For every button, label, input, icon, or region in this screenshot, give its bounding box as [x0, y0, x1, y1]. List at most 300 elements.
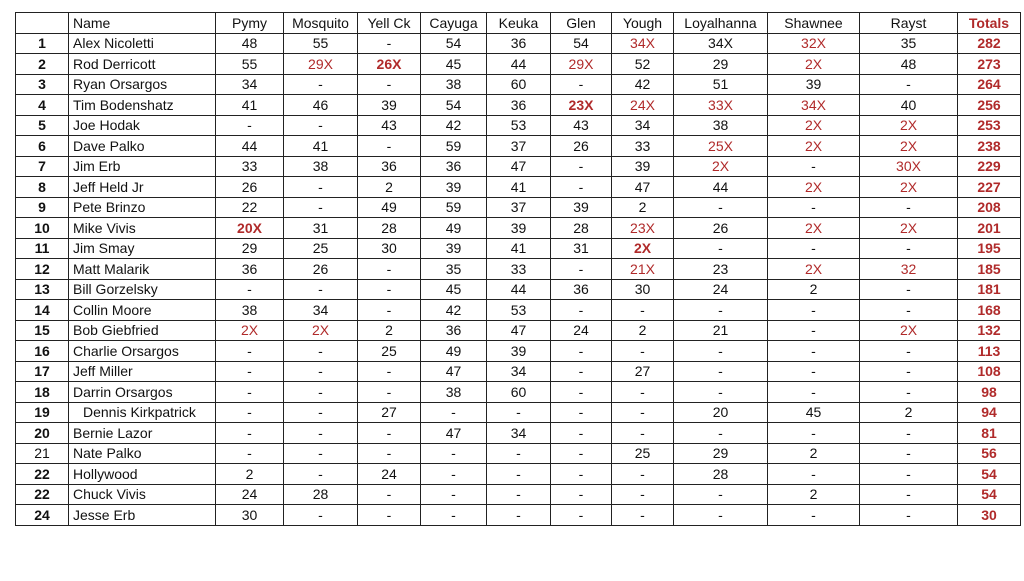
score-cell: -	[284, 382, 358, 403]
score-cell: 36	[487, 33, 551, 54]
table-row	[16, 54, 1021, 75]
table-row	[16, 505, 1021, 526]
score-cell: -	[487, 505, 551, 526]
total-cell: 30	[958, 505, 1021, 526]
score-cell: -	[551, 361, 612, 382]
score-cell: -	[551, 300, 612, 321]
score-cell: -	[768, 320, 860, 341]
header-pymy: Pymy	[216, 13, 284, 34]
total-cell: 113	[958, 341, 1021, 362]
score-cell: 29X	[551, 54, 612, 75]
score-cell: -	[284, 74, 358, 95]
score-cell: -	[860, 505, 958, 526]
rank-cell: 20	[16, 423, 69, 444]
name-cell: Jeff Held Jr	[69, 177, 216, 198]
score-cell: -	[284, 341, 358, 362]
score-cell: -	[216, 115, 284, 136]
score-cell: -	[216, 382, 284, 403]
score-cell: 33	[612, 136, 674, 157]
score-cell: -	[860, 341, 958, 362]
score-cell: 22	[216, 197, 284, 218]
table-row	[16, 197, 1021, 218]
score-cell: -	[551, 74, 612, 95]
name-cell: Bob Giebfried	[69, 320, 216, 341]
score-cell: -	[612, 382, 674, 403]
score-cell: -	[674, 361, 768, 382]
score-cell: 2	[358, 177, 421, 198]
score-cell: 21	[674, 320, 768, 341]
score-cell: -	[487, 402, 551, 423]
score-cell: 35	[421, 259, 487, 280]
rank-cell: 22	[16, 484, 69, 505]
score-cell: 39	[358, 95, 421, 116]
table-row	[16, 464, 1021, 485]
table-row	[16, 443, 1021, 464]
score-cell: 2	[860, 402, 958, 423]
score-cell: 37	[487, 136, 551, 157]
score-cell: -	[674, 382, 768, 403]
header-yell-ck: Yell Ck	[358, 13, 421, 34]
total-cell: 229	[958, 156, 1021, 177]
score-cell: 37	[487, 197, 551, 218]
score-cell: 32	[860, 259, 958, 280]
score-cell: -	[612, 464, 674, 485]
score-cell: 59	[421, 197, 487, 218]
total-cell: 208	[958, 197, 1021, 218]
score-cell: -	[551, 443, 612, 464]
score-cell: 2	[612, 320, 674, 341]
score-cell: -	[551, 464, 612, 485]
header-glen: Glen	[551, 13, 612, 34]
table-row	[16, 156, 1021, 177]
score-cell: 34	[284, 300, 358, 321]
score-cell: -	[284, 279, 358, 300]
name-cell: Darrin Orsargos	[69, 382, 216, 403]
score-cell: -	[674, 423, 768, 444]
table-row	[16, 300, 1021, 321]
score-cell: 33	[216, 156, 284, 177]
score-cell: 30X	[860, 156, 958, 177]
score-cell: 38	[421, 382, 487, 403]
total-cell: 81	[958, 423, 1021, 444]
score-cell: 36	[551, 279, 612, 300]
score-cell: 34	[487, 423, 551, 444]
header-name: Name	[69, 13, 216, 34]
score-cell: 2X	[216, 320, 284, 341]
score-cell: -	[421, 484, 487, 505]
score-cell: -	[674, 238, 768, 259]
score-cell: 2X	[860, 320, 958, 341]
score-cell: 48	[216, 33, 284, 54]
score-cell: 41	[487, 177, 551, 198]
score-cell: 36	[358, 156, 421, 177]
score-cell: 23X	[551, 95, 612, 116]
score-cell: 39	[551, 197, 612, 218]
score-cell: 30	[612, 279, 674, 300]
score-cell: 36	[216, 259, 284, 280]
score-cell: 31	[284, 218, 358, 239]
score-cell: 45	[421, 54, 487, 75]
score-cell: 44	[674, 177, 768, 198]
score-cell: -	[487, 443, 551, 464]
score-cell: -	[284, 177, 358, 198]
total-cell: 181	[958, 279, 1021, 300]
score-cell: 20X	[216, 218, 284, 239]
score-cell: 2X	[860, 177, 958, 198]
score-cell: -	[674, 197, 768, 218]
header-totals: Totals	[958, 13, 1021, 34]
score-cell: 29X	[284, 54, 358, 75]
score-cell: -	[612, 402, 674, 423]
score-cell: 26	[284, 259, 358, 280]
score-cell: 29	[216, 238, 284, 259]
score-cell: 20	[674, 402, 768, 423]
score-cell: 2X	[284, 320, 358, 341]
score-cell: 26	[674, 218, 768, 239]
score-cell: 30	[216, 505, 284, 526]
score-cell: 46	[284, 95, 358, 116]
score-cell: 48	[860, 54, 958, 75]
score-cell: -	[487, 464, 551, 485]
score-cell: 2	[768, 484, 860, 505]
name-cell: Nate Palko	[69, 443, 216, 464]
rank-cell: 21	[16, 443, 69, 464]
score-cell: 24	[216, 484, 284, 505]
score-cell: -	[551, 259, 612, 280]
name-cell: Jesse Erb	[69, 505, 216, 526]
score-cell: 24	[551, 320, 612, 341]
score-cell: -	[860, 74, 958, 95]
score-cell: 40	[860, 95, 958, 116]
table-row	[16, 279, 1021, 300]
score-cell: 54	[421, 95, 487, 116]
score-cell: -	[768, 382, 860, 403]
score-cell: 2X	[860, 115, 958, 136]
score-cell: 54	[421, 33, 487, 54]
score-cell: 60	[487, 382, 551, 403]
score-cell: 2	[768, 443, 860, 464]
score-cell: -	[674, 300, 768, 321]
score-cell: 49	[421, 341, 487, 362]
score-cell: -	[860, 484, 958, 505]
score-cell: 26	[216, 177, 284, 198]
score-cell: -	[358, 361, 421, 382]
rank-cell: 5	[16, 115, 69, 136]
score-cell: 34X	[768, 95, 860, 116]
name-cell: Matt Malarik	[69, 259, 216, 280]
score-cell: -	[284, 443, 358, 464]
score-cell: 41	[487, 238, 551, 259]
score-cell: 29	[674, 443, 768, 464]
score-cell: 2X	[612, 238, 674, 259]
score-cell: 38	[216, 300, 284, 321]
score-cell: 2	[768, 279, 860, 300]
score-cell: 47	[487, 320, 551, 341]
score-cell: 28	[674, 464, 768, 485]
score-cell: 2X	[768, 54, 860, 75]
total-cell: 256	[958, 95, 1021, 116]
score-cell: -	[284, 505, 358, 526]
score-cell: 44	[216, 136, 284, 157]
total-cell: 195	[958, 238, 1021, 259]
score-cell: 36	[421, 320, 487, 341]
score-cell: 2X	[860, 218, 958, 239]
table-row	[16, 320, 1021, 341]
score-cell: -	[358, 505, 421, 526]
rank-cell: 24	[16, 505, 69, 526]
total-cell: 98	[958, 382, 1021, 403]
score-cell: 25	[284, 238, 358, 259]
rank-cell: 9	[16, 197, 69, 218]
score-cell: -	[284, 423, 358, 444]
table-row	[16, 218, 1021, 239]
score-cell: -	[860, 300, 958, 321]
score-cell: 60	[487, 74, 551, 95]
rank-cell: 18	[16, 382, 69, 403]
score-cell: 55	[216, 54, 284, 75]
name-cell: Jim Smay	[69, 238, 216, 259]
score-cell: -	[674, 505, 768, 526]
score-cell: 24	[358, 464, 421, 485]
score-cell: 38	[421, 74, 487, 95]
name-cell: Collin Moore	[69, 300, 216, 321]
header-row	[16, 13, 1021, 34]
score-cell: 39	[421, 238, 487, 259]
score-cell: 59	[421, 136, 487, 157]
total-cell: 238	[958, 136, 1021, 157]
score-cell: 38	[674, 115, 768, 136]
total-cell: 168	[958, 300, 1021, 321]
rank-cell: 12	[16, 259, 69, 280]
score-cell: -	[768, 197, 860, 218]
score-cell: -	[551, 402, 612, 423]
score-cell: -	[284, 197, 358, 218]
score-cell: 34X	[612, 33, 674, 54]
standings-sheet	[15, 12, 1021, 526]
table-row	[16, 115, 1021, 136]
score-cell: 49	[358, 197, 421, 218]
name-cell: Rod Derricott	[69, 54, 216, 75]
score-cell: 42	[421, 300, 487, 321]
score-cell: -	[860, 197, 958, 218]
score-cell: -	[768, 423, 860, 444]
score-cell: 41	[284, 136, 358, 157]
score-cell: 44	[487, 54, 551, 75]
score-cell: -	[768, 300, 860, 321]
score-cell: 32X	[768, 33, 860, 54]
score-cell: -	[860, 279, 958, 300]
rank-cell: 10	[16, 218, 69, 239]
score-cell: -	[768, 361, 860, 382]
table-row	[16, 33, 1021, 54]
rank-cell: 15	[16, 320, 69, 341]
score-cell: -	[358, 33, 421, 54]
score-cell: -	[358, 74, 421, 95]
total-cell: 273	[958, 54, 1021, 75]
score-cell: 34	[216, 74, 284, 95]
score-cell: -	[421, 505, 487, 526]
score-cell: 39	[612, 156, 674, 177]
name-cell: Alex Nicoletti	[69, 33, 216, 54]
rank-cell: 22	[16, 464, 69, 485]
name-cell: Charlie Orsargos	[69, 341, 216, 362]
score-cell: -	[860, 443, 958, 464]
name-cell: Hollywood	[69, 464, 216, 485]
score-cell: -	[358, 484, 421, 505]
header-rayst: Rayst	[860, 13, 958, 34]
score-cell: -	[768, 156, 860, 177]
score-cell: 36	[421, 156, 487, 177]
score-cell: -	[358, 382, 421, 403]
score-cell: 39	[487, 341, 551, 362]
score-cell: 2X	[768, 259, 860, 280]
score-cell: 41	[216, 95, 284, 116]
table-row	[16, 74, 1021, 95]
score-cell: -	[860, 464, 958, 485]
score-cell: 21X	[612, 259, 674, 280]
name-cell: Joe Hodak	[69, 115, 216, 136]
header-cayuga: Cayuga	[421, 13, 487, 34]
score-cell: -	[551, 341, 612, 362]
total-cell: 227	[958, 177, 1021, 198]
score-cell: 25	[358, 341, 421, 362]
table-row	[16, 177, 1021, 198]
score-cell: 33X	[674, 95, 768, 116]
score-cell: -	[284, 361, 358, 382]
score-cell: 24X	[612, 95, 674, 116]
rank-cell: 4	[16, 95, 69, 116]
name-cell: Chuck Vivis	[69, 484, 216, 505]
score-cell: 53	[487, 300, 551, 321]
score-cell: 2X	[768, 177, 860, 198]
score-cell: 43	[551, 115, 612, 136]
score-cell: -	[768, 341, 860, 362]
total-cell: 54	[958, 484, 1021, 505]
score-cell: 29	[674, 54, 768, 75]
score-cell: -	[358, 423, 421, 444]
score-cell: -	[284, 464, 358, 485]
score-cell: 2	[216, 464, 284, 485]
rank-cell: 19	[16, 402, 69, 423]
score-cell: -	[216, 361, 284, 382]
score-cell: 39	[421, 177, 487, 198]
table-row	[16, 402, 1021, 423]
score-cell: 34	[487, 361, 551, 382]
header-mosquito: Mosquito	[284, 13, 358, 34]
score-cell: -	[358, 259, 421, 280]
score-cell: -	[216, 279, 284, 300]
rank-cell: 2	[16, 54, 69, 75]
rank-cell: 11	[16, 238, 69, 259]
score-cell: 36	[487, 95, 551, 116]
score-cell: -	[358, 300, 421, 321]
score-cell: 27	[612, 361, 674, 382]
name-cell: Bernie Lazor	[69, 423, 216, 444]
score-cell: -	[551, 382, 612, 403]
total-cell: 94	[958, 402, 1021, 423]
score-cell: -	[612, 341, 674, 362]
score-cell: 42	[612, 74, 674, 95]
score-cell: 34	[612, 115, 674, 136]
score-cell: 38	[284, 156, 358, 177]
score-cell: 28	[284, 484, 358, 505]
header-yough: Yough	[612, 13, 674, 34]
score-cell: -	[216, 341, 284, 362]
score-cell: -	[216, 443, 284, 464]
score-cell: 2	[358, 320, 421, 341]
score-cell: 27	[358, 402, 421, 423]
score-cell: 26X	[358, 54, 421, 75]
table-row	[16, 259, 1021, 280]
rank-cell: 8	[16, 177, 69, 198]
score-cell: -	[768, 238, 860, 259]
score-cell: 47	[612, 177, 674, 198]
score-cell: 23X	[612, 218, 674, 239]
score-cell: 54	[551, 33, 612, 54]
score-cell: -	[284, 115, 358, 136]
table-row	[16, 423, 1021, 444]
header-loyalhanna: Loyalhanna	[674, 13, 768, 34]
rank-cell: 16	[16, 341, 69, 362]
score-cell: -	[860, 382, 958, 403]
header-rank	[16, 13, 69, 34]
table-body	[16, 33, 1021, 525]
score-cell: -	[860, 361, 958, 382]
score-cell: 52	[612, 54, 674, 75]
table-row	[16, 484, 1021, 505]
score-cell: 23	[674, 259, 768, 280]
score-cell: 2X	[674, 156, 768, 177]
total-cell: 54	[958, 464, 1021, 485]
score-cell: -	[421, 443, 487, 464]
score-cell: 2X	[860, 136, 958, 157]
score-cell: 53	[487, 115, 551, 136]
name-cell: Dave Palko	[69, 136, 216, 157]
score-cell: -	[674, 484, 768, 505]
score-cell: -	[612, 505, 674, 526]
rank-cell: 1	[16, 33, 69, 54]
total-cell: 264	[958, 74, 1021, 95]
rank-cell: 14	[16, 300, 69, 321]
score-cell: 25	[612, 443, 674, 464]
score-cell: 2X	[768, 115, 860, 136]
name-cell: Ryan Orsargos	[69, 74, 216, 95]
total-cell: 201	[958, 218, 1021, 239]
score-cell: -	[421, 464, 487, 485]
score-cell: 2X	[768, 136, 860, 157]
name-cell: Mike Vivis	[69, 218, 216, 239]
score-cell: -	[358, 279, 421, 300]
score-cell: 2X	[768, 218, 860, 239]
score-cell: -	[551, 423, 612, 444]
standings-table	[15, 12, 1021, 526]
score-cell: 45	[421, 279, 487, 300]
header-shawnee: Shawnee	[768, 13, 860, 34]
score-cell: 47	[487, 156, 551, 177]
score-cell: 45	[768, 402, 860, 423]
score-cell: -	[284, 402, 358, 423]
score-cell: 42	[421, 115, 487, 136]
table-row	[16, 341, 1021, 362]
total-cell: 56	[958, 443, 1021, 464]
rank-cell: 6	[16, 136, 69, 157]
score-cell: 44	[487, 279, 551, 300]
score-cell: -	[216, 402, 284, 423]
total-cell: 185	[958, 259, 1021, 280]
name-cell: Jeff Miller	[69, 361, 216, 382]
score-cell: -	[612, 300, 674, 321]
rank-cell: 17	[16, 361, 69, 382]
